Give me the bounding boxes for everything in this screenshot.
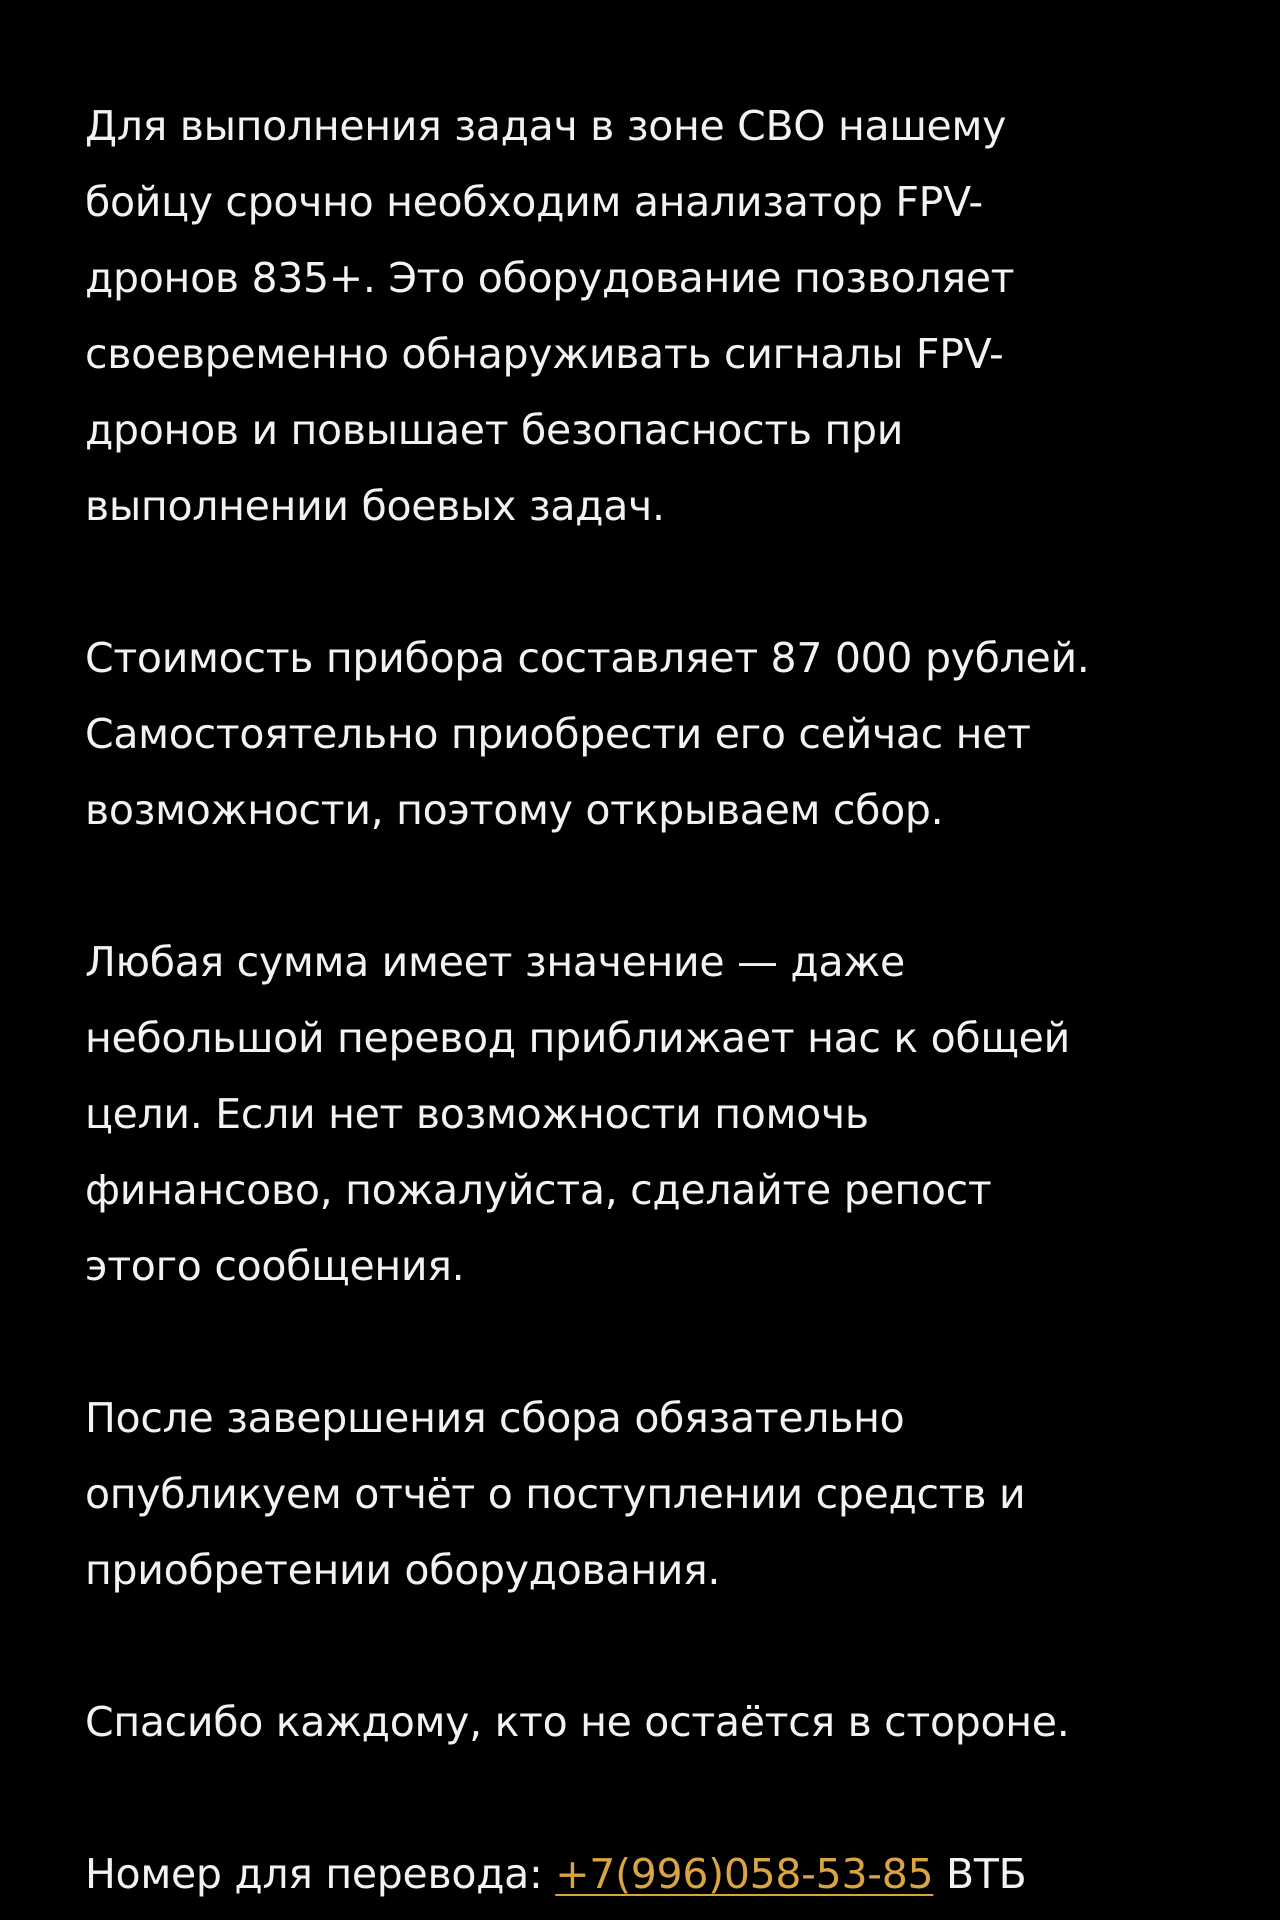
paragraph-cost: Стоимость прибора составляет 87 000 рублей. Самостоятельно приобрести его сейчас нет возможности, поэтому открываем сбор. [85,634,1090,834]
transfer-label: Номер для перевода: [85,1850,556,1898]
paragraph-thanks: Спасибо каждому, кто не остаётся в стороне. [85,1698,1070,1746]
transfer-line [85,1836,1225,1912]
phone-number-link[interactable]: +7(996)058-53-85 [555,1850,934,1898]
paragraph-report: После завершения сбора обязательно опубликуем отчёт о поступлении средств и приобретении оборудования. [85,1394,1026,1594]
bank-name: ВТБ [933,1850,1027,1898]
message-text [85,88,1225,1912]
paragraph-help: Любая сумма имеет значение — даже небольшой перевод приближает нас к общей цели. Если нет возможности помочь финансово, пожалуйста, сделайте репост этого сообщения. [85,938,1070,1290]
paragraph-request: Для выполнения задач в зоне СВО нашему бойцу срочно необходим анализатор FPV- дронов 835+. Это оборудование позволяет своевременно обнаруживать сигналы FPV- дронов и повышает безопасность при выполнении боевых задач. [85,102,1015,530]
